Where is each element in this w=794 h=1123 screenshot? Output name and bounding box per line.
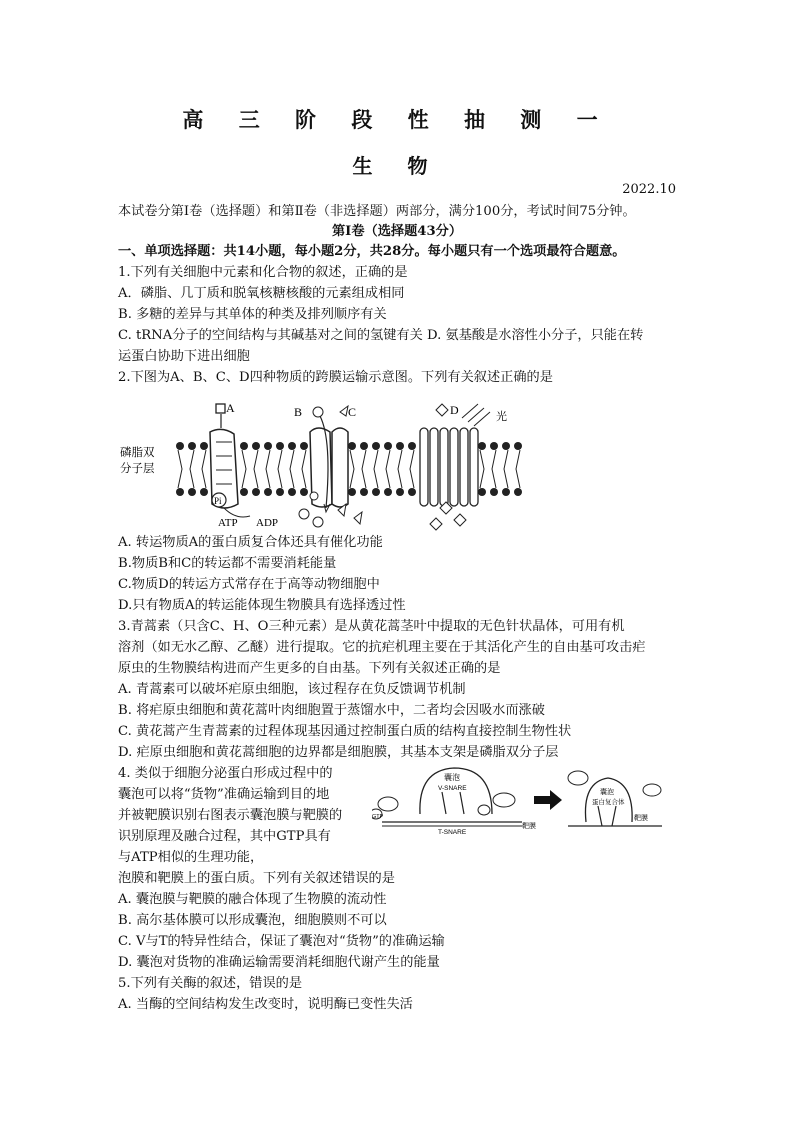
q4-stem-3: 并被靶膜识别右图表示囊泡膜与靶膜的 [118,808,343,823]
exam-date: 2022.10 [622,182,676,197]
q3-option-d: D. 疟原虫细胞和黄花蒿细胞的边界都是细胞膜，其基本支架是磷脂双分子层 [118,745,559,760]
fig2-label-light: 光 [496,410,507,423]
q4-option-d: D. 囊泡对货物的准确运输需要消耗细胞代谢产生的能量 [118,955,440,970]
q3-stem-1: 3.青蒿素（只含C、H、O三种元素）是从黄花蒿茎叶中提取的无色针状晶体，可用有机 [118,619,625,634]
fig4-target-label: 靶膜 [522,822,536,830]
q1-option-a: A．磷脂、几丁质和脱氧核糖核酸的元素组成相同 [118,286,405,301]
q4-stem-1: 4. 类似于细胞分泌蛋白形成过程中的 [118,766,333,781]
q2-option-b: B.物质B和C的转运都不需要消耗能量 [118,556,337,571]
fig2-label-pi: Pi [214,496,222,506]
fig4-vesicle-label: 囊泡 [444,773,460,782]
q4-stem-5: 与ATP相似的生理功能， [118,850,264,865]
q3-stem-3: 原虫的生物膜结构进而产生更多的自由基。下列有关叙述正确的是 [118,661,501,676]
fig4-target-label-2: 靶膜 [634,814,648,822]
exam-subject: 生 物 [352,154,442,178]
fig4-gtp-label: GTP [372,814,384,820]
q4-option-c: C. V与T的特异性结合，保证了囊泡对“货物”的准确运输 [118,934,445,949]
fig2-label-a: A [226,401,235,415]
q4-stem-2: 囊泡可以将“货物”准确运输到目的地 [118,787,330,802]
vesicle-fusion-diagram [372,762,662,846]
q5-stem: 5.下列有关酶的叙述，错误的是 [118,976,303,991]
exam-intro: 本试卷分第Ⅰ卷（选择题）和第Ⅱ卷（非选择题）两部分，满分100分，考试时间75分钟。 [118,204,636,219]
part1-heading: 第Ⅰ卷（选择题43分） [331,224,463,239]
exam-title: 高 三 阶 段 性 抽 测 一 [182,107,612,132]
fig2-label-atp: ATP [218,517,238,529]
q2-option-a: A. 转运物质A的蛋白质复合体还具有催化功能 [118,535,383,550]
q3-option-a: A. 青蒿素可以破坏疟原虫细胞，该过程存在负反馈调节机制 [118,682,466,697]
q5-option-a: A. 当酶的空间结构发生改变时，说明酶已变性失活 [118,997,413,1012]
q4-stem-4: 识别原理及融合过程，其中GTP具有 [118,829,331,844]
q1-stem: 1.下列有关细胞中元素和化合物的叙述，正确的是 [118,265,408,280]
fig4-complex-label-2: 蛋白复合体 [592,798,625,806]
membrane-transport-diagram [118,396,528,531]
fig4-tsnare-label: T-SNARE [438,829,467,836]
q2-option-d: D.只有物质A的转运能体现生物膜具有选择透过性 [118,598,406,613]
fig2-label-layer-1: 磷脂双 [120,445,155,459]
q1-option-c: C. tRNA分子的空间结构与其碱基对之间的氢键有关 D. 氨基酸是水溶性小分子，只能在转 [118,328,644,343]
q4-option-a: A. 囊泡膜与靶膜的融合体现了生物膜的流动性 [118,892,387,907]
fig4-vsnare-label: V-SNARE [438,785,467,792]
q1-option-b: B. 多糖的差异与其单体的种类及排列顺序有关 [118,307,387,322]
q3-option-b: B. 将疟原虫细胞和黄花蒿叶肉细胞置于蒸馏水中，二者均会因吸水而涨破 [118,703,545,718]
q4-stem-6: 泡膜和靶膜上的蛋白质。下列有关叙述错误的是 [118,871,395,886]
q2-option-c: C.物质D的转运方式常存在于高等动物细胞中 [118,577,380,592]
fig2-label-c: C [348,405,357,419]
q4-option-b: B. 高尔基体膜可以形成囊泡，细胞膜则不可以 [118,913,387,928]
section1-heading: 一、单项选择题：共14小题，每小题2分，共28分。每小题只有一个选项最符合题意。 [118,244,626,259]
fig2-label-b: B [294,405,303,419]
fig4-complex-label-1: 囊泡 [600,788,614,796]
fig2-label-d: D [450,403,459,417]
q2-stem: 2.下图为A、B、C、D四种物质的跨膜运输示意图。下列有关叙述正确的是 [118,370,553,385]
fig2-label-adp: ADP [256,517,279,529]
q3-option-c: C. 黄花蒿产生青蒿素的过程体现基因通过控制蛋白质的结构直接控制生物性状 [118,724,572,739]
q3-stem-2: 溶剂（如无水乙醇、乙醚）进行提取。它的抗疟机理主要在于其活化产生的自由基可攻击疟 [118,640,646,655]
q1-option-d-cont: 运蛋白协助下进出细胞 [118,349,250,364]
fig2-label-layer-2: 分子层 [120,461,155,475]
